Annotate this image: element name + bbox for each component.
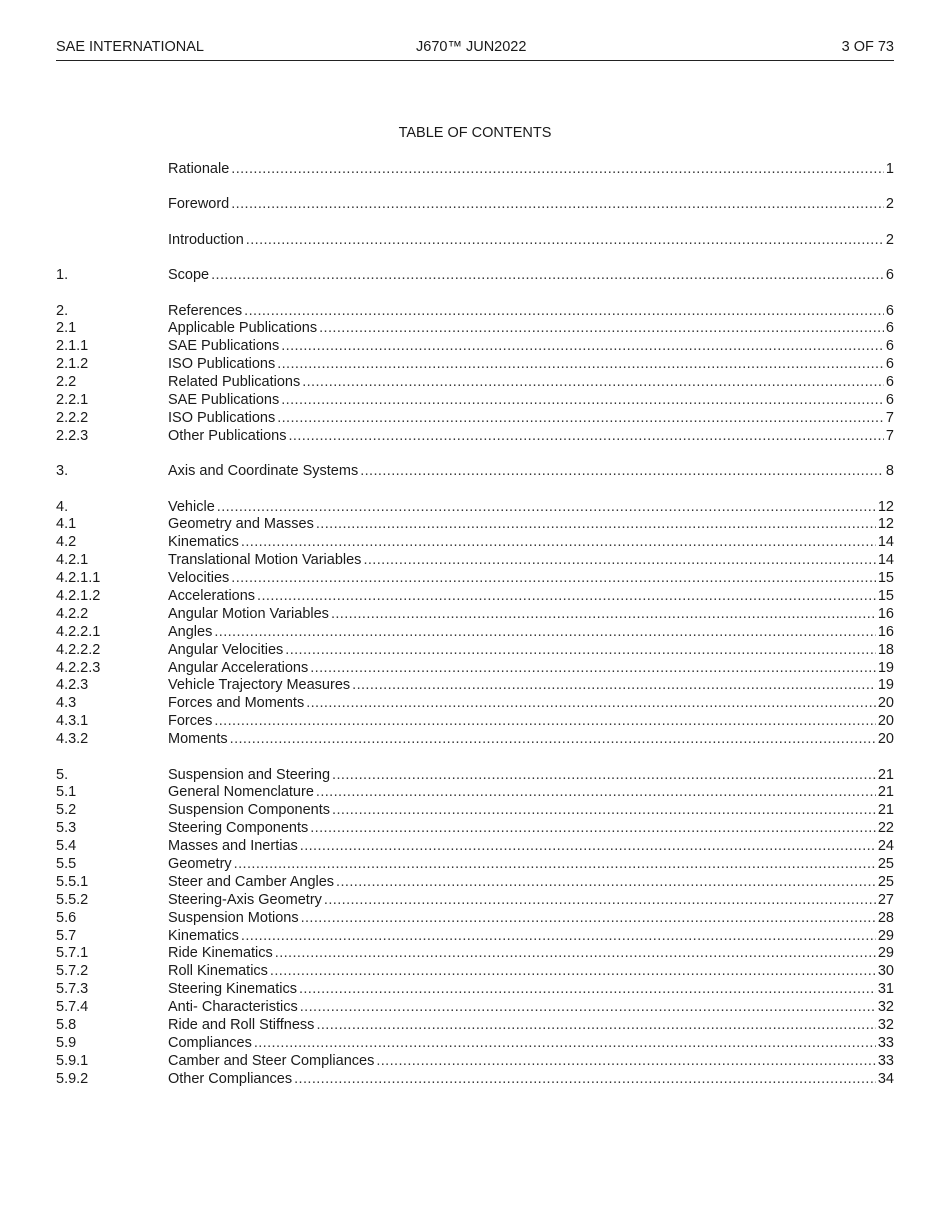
toc-entry[interactable] <box>56 232 894 250</box>
toc-entry[interactable] <box>56 695 894 713</box>
toc-entry-page: 34 <box>877 1070 894 1087</box>
dot-leader <box>299 981 876 999</box>
toc-entry-title: Vehicle <box>168 498 215 515</box>
dot-leader <box>254 1035 876 1053</box>
dot-leader <box>319 320 884 338</box>
toc-entry-number: 5.2 <box>56 802 77 819</box>
toc-entry-title: SAE Publications <box>168 338 280 355</box>
toc-entry[interactable] <box>56 463 894 481</box>
toc-entry-title: SAE Publications <box>168 392 280 409</box>
toc-entry-number: 2.1.1 <box>56 338 89 355</box>
toc-entry-title: Steering-Axis Geometry <box>168 891 322 908</box>
toc-entry[interactable] <box>56 356 894 374</box>
dot-leader <box>324 892 876 910</box>
toc-group-vehicle <box>56 499 894 749</box>
toc-entry-line <box>168 463 894 481</box>
dot-leader <box>310 820 876 838</box>
dot-leader <box>231 161 884 179</box>
toc-entry-line <box>168 731 894 749</box>
toc-entry-number: 2.2.1 <box>56 392 89 409</box>
toc-entry-number: 4.2 <box>56 534 77 551</box>
toc-entry-page: 29 <box>877 927 894 944</box>
toc-entry[interactable] <box>56 267 894 285</box>
toc-group-references <box>56 303 894 446</box>
toc-entry-page: 6 <box>885 338 894 355</box>
toc-entry[interactable] <box>56 1017 894 1035</box>
toc-entry[interactable] <box>56 767 894 785</box>
toc-entry[interactable] <box>56 892 894 910</box>
toc-entry-line <box>168 820 894 838</box>
toc-entry-page: 19 <box>877 659 894 676</box>
toc-entry-page: 25 <box>877 873 894 890</box>
toc-entry-number: 5. <box>56 766 69 783</box>
dot-leader <box>211 267 884 285</box>
toc-entry-page: 6 <box>885 356 894 373</box>
toc-entry-page: 2 <box>885 231 894 248</box>
toc-entry[interactable] <box>56 713 894 731</box>
toc-entry-line <box>168 570 894 588</box>
toc-entry-page: 27 <box>877 891 894 908</box>
dot-leader <box>360 463 884 481</box>
toc-entry[interactable] <box>56 784 894 802</box>
dot-leader <box>316 516 876 534</box>
toc-entry-title: Other Publications <box>168 427 287 444</box>
toc-entry-page: 16 <box>877 605 894 622</box>
dot-leader <box>294 1071 876 1089</box>
toc-entry[interactable] <box>56 161 894 179</box>
toc-entry[interactable] <box>56 820 894 838</box>
toc-entry-page: 16 <box>877 623 894 640</box>
dot-leader <box>241 928 876 946</box>
toc-entry-title: Scope <box>168 267 210 284</box>
dot-leader <box>331 606 876 624</box>
toc-entry-page: 14 <box>877 552 894 569</box>
dot-leader <box>275 945 876 963</box>
toc-entry[interactable] <box>56 303 894 321</box>
toc-entry-line <box>168 838 894 856</box>
toc-entry-page: 32 <box>877 999 894 1016</box>
toc-entry-page: 6 <box>885 302 894 319</box>
toc-entry-page: 33 <box>877 1034 894 1051</box>
toc-entry-page: 12 <box>877 498 894 515</box>
toc-entry-number: 5.9.2 <box>56 1070 89 1087</box>
toc-entry-number: 5.5.1 <box>56 873 89 890</box>
toc-entry-page: 8 <box>885 463 894 480</box>
header-organization: SAE INTERNATIONAL <box>56 39 204 55</box>
toc-entry-title: Foreword <box>168 196 230 213</box>
toc-entry-title: Angular Motion Variables <box>168 605 329 622</box>
toc-entry-line <box>168 374 894 392</box>
dot-leader <box>230 731 876 749</box>
toc-entry-number: 2.2.2 <box>56 409 89 426</box>
dot-leader <box>376 1053 876 1071</box>
toc-entry-number: 4.3 <box>56 695 77 712</box>
toc-entry-title: ISO Publications <box>168 356 276 373</box>
toc-entry[interactable] <box>56 338 894 356</box>
toc-entry-page: 21 <box>877 802 894 819</box>
toc-entry-number: 5.7.1 <box>56 945 89 962</box>
toc-entry-number: 4.2.1 <box>56 552 89 569</box>
toc-entry-page: 32 <box>877 1017 894 1034</box>
toc-heading: TABLE OF CONTENTS <box>398 125 552 141</box>
toc-entry-title: Steer and Camber Angles <box>168 873 335 890</box>
toc-entry-line <box>168 267 894 285</box>
toc-entry-page: 15 <box>877 588 894 605</box>
toc-entry-line <box>168 999 894 1017</box>
toc-entry[interactable] <box>56 910 894 928</box>
toc-entry-number: 2.2.3 <box>56 427 89 444</box>
toc-entry-number: 5.9.1 <box>56 1052 89 1069</box>
toc-entry-number: 5.5 <box>56 856 77 872</box>
toc-entry-page: 31 <box>877 981 894 998</box>
toc-entry-number: 4.3.1 <box>56 713 89 730</box>
toc-entry[interactable] <box>56 928 894 946</box>
toc-entry[interactable] <box>56 731 894 749</box>
toc-entry-number: 5.7.3 <box>56 981 89 998</box>
toc-entry-title: Geometry <box>168 856 232 872</box>
toc-entry-number: 5.1 <box>56 784 77 801</box>
toc-entry-number: 5.7.4 <box>56 999 89 1016</box>
toc-entry-number: 5.9 <box>56 1034 77 1051</box>
toc-entry-number: 4.2.3 <box>56 677 89 694</box>
toc-entry[interactable] <box>56 945 894 963</box>
toc-entry-number: 4.3.2 <box>56 731 89 748</box>
toc-entry[interactable] <box>56 392 894 410</box>
toc-entry[interactable] <box>56 999 894 1017</box>
dot-leader <box>231 196 884 214</box>
dot-leader <box>257 588 876 606</box>
toc-entry-title: Ride Kinematics <box>168 945 273 962</box>
header-page-number: 3 OF 73 <box>841 39 894 55</box>
toc-entry-title: Geometry and Masses <box>168 516 314 533</box>
toc-entry-number: 4.1 <box>56 516 77 533</box>
toc-entry-number <box>56 196 168 214</box>
toc-entry-title: Angular Accelerations <box>168 659 309 676</box>
toc-entry-line <box>168 981 894 999</box>
toc-entry-line <box>168 856 894 874</box>
toc-entry-page: 6 <box>885 267 894 284</box>
toc-entry-line <box>168 303 894 321</box>
toc-entry-page: 21 <box>877 784 894 801</box>
toc-entry-page: 6 <box>885 392 894 409</box>
dot-leader <box>316 1017 875 1035</box>
toc-entry-title: Other Compliances <box>168 1070 293 1087</box>
toc-entry-number: 5.8 <box>56 1017 77 1034</box>
toc-entry[interactable] <box>56 624 894 642</box>
toc-entry[interactable] <box>56 660 894 678</box>
toc-entry[interactable] <box>56 374 894 392</box>
toc-entry-page: 22 <box>877 820 894 837</box>
toc-entry[interactable] <box>56 534 894 552</box>
toc-entry[interactable] <box>56 874 894 892</box>
dot-leader <box>288 428 883 446</box>
toc-entry-title: Angles <box>168 623 213 640</box>
dot-leader <box>300 838 876 856</box>
toc-entry[interactable] <box>56 196 894 214</box>
dot-leader <box>332 767 876 785</box>
toc-group-axis-systems <box>56 463 894 481</box>
toc-entry-title: Rationale <box>168 161 230 177</box>
toc-group-scope <box>56 267 894 285</box>
toc-heading-wrap <box>0 125 950 141</box>
toc-entry-title: Velocities <box>168 570 230 587</box>
toc-entry-page: 33 <box>877 1052 894 1069</box>
toc-entry-line <box>168 534 894 552</box>
toc-entry-page: 20 <box>877 731 894 748</box>
toc-entry-number <box>56 232 168 250</box>
toc-entry-line <box>168 928 894 946</box>
toc-entry-line <box>168 588 894 606</box>
dot-leader <box>246 232 884 250</box>
toc-entry-title: Axis and Coordinate Systems <box>168 463 359 480</box>
toc-entry-page: 15 <box>877 570 894 587</box>
toc-entry-line <box>168 642 894 660</box>
toc-entry-title: Suspension Motions <box>168 909 299 926</box>
toc-entry-title: Steering Components <box>168 820 309 837</box>
toc-entry[interactable] <box>56 1071 894 1089</box>
toc-entry-page: 29 <box>877 945 894 962</box>
toc-entry-line <box>168 606 894 624</box>
toc-entry-number: 5.3 <box>56 820 77 837</box>
toc-entry[interactable] <box>56 1035 894 1053</box>
toc-entry-line <box>168 410 894 428</box>
toc-entry-page: 7 <box>885 427 894 444</box>
toc-entry-line <box>168 945 894 963</box>
dot-leader <box>316 784 876 802</box>
toc-entry-page: 20 <box>877 713 894 730</box>
dot-leader <box>310 660 876 678</box>
toc-entry[interactable] <box>56 981 894 999</box>
toc-entry-line <box>168 874 894 892</box>
toc-entry-page: 7 <box>885 409 894 426</box>
toc-entry-page: 19 <box>877 677 894 694</box>
toc-entry-page: 18 <box>877 641 894 658</box>
toc-entry-line <box>168 910 894 928</box>
toc-entry-line <box>168 892 894 910</box>
dot-leader <box>336 874 876 892</box>
toc-entry-page: 25 <box>877 856 894 872</box>
toc-entry-line <box>168 1071 894 1089</box>
toc-entry[interactable] <box>56 499 894 517</box>
toc-entry-line <box>168 1035 894 1053</box>
toc-entry-line <box>168 1053 894 1071</box>
toc-entry-line <box>168 196 894 214</box>
toc-entry-line <box>168 963 894 981</box>
toc-entry-title: Accelerations <box>168 588 256 605</box>
toc-entry-page: 1 <box>885 161 894 177</box>
toc-entry[interactable] <box>56 838 894 856</box>
dot-leader <box>352 677 876 695</box>
toc-entry-title: Suspension Components <box>168 802 331 819</box>
toc-entry-line <box>168 320 894 338</box>
toc-entry[interactable] <box>56 856 894 874</box>
toc-entry-title: Camber and Steer Compliances <box>168 1052 375 1069</box>
toc-entry[interactable] <box>56 588 894 606</box>
toc-entry-line <box>168 767 894 785</box>
toc-entry-number: 4. <box>56 498 69 515</box>
toc-entry[interactable] <box>56 428 894 446</box>
toc-entry-title: Suspension and Steering <box>168 766 331 783</box>
toc-entry-title: References <box>168 302 243 319</box>
toc-entry[interactable] <box>56 570 894 588</box>
toc-entry-page: 6 <box>885 320 894 337</box>
toc-entry-page: 14 <box>877 534 894 551</box>
toc-entry-title: Steering Kinematics <box>168 981 297 998</box>
toc-entry-line <box>168 784 894 802</box>
toc-entry-page: 2 <box>885 196 894 213</box>
toc-entry-line <box>168 660 894 678</box>
toc-entry-line <box>168 713 894 731</box>
toc-entry-line <box>168 232 894 250</box>
toc-entry[interactable] <box>56 410 894 428</box>
toc-entry-line <box>168 695 894 713</box>
dot-leader <box>277 410 884 428</box>
dot-leader <box>363 552 875 570</box>
toc-entry-title: Angular Velocities <box>168 641 284 658</box>
toc-entry-number: 5.7 <box>56 927 77 944</box>
toc-entry-number: 1. <box>56 267 69 284</box>
toc-entry-number: 4.2.2.3 <box>56 659 101 676</box>
toc-entry-number: 5.4 <box>56 838 77 855</box>
toc-entry-line <box>168 428 894 446</box>
toc-entry-title: Compliances <box>168 1034 252 1051</box>
dot-leader <box>214 713 876 731</box>
toc-group-suspension-steering <box>56 767 894 1089</box>
header-document-id: J670™ JUN2022 <box>416 39 527 55</box>
toc-entry-line <box>168 338 894 356</box>
toc-entry-page: 12 <box>877 516 894 533</box>
toc-entry-title: Applicable Publications <box>168 320 318 337</box>
toc-entry-line <box>168 161 894 179</box>
toc-entry-title: Vehicle Trajectory Measures <box>168 677 351 694</box>
toc-entry-line <box>168 552 894 570</box>
toc-entry[interactable] <box>56 516 894 534</box>
toc-entry[interactable] <box>56 963 894 981</box>
toc-entry-title: Anti- Characteristics <box>168 999 298 1016</box>
dot-leader <box>270 963 876 981</box>
dot-leader <box>301 910 876 928</box>
toc-entry-title: Introduction <box>168 231 244 248</box>
toc-entry-page: 24 <box>877 838 894 855</box>
toc-entry-number: 4.2.2.1 <box>56 623 101 640</box>
toc-entry-number: 4.2.2.2 <box>56 641 101 658</box>
dot-leader <box>214 624 876 642</box>
toc-entry-line <box>168 516 894 534</box>
toc-entry-line <box>168 1017 894 1035</box>
dot-leader <box>241 534 876 552</box>
dot-leader <box>302 374 884 392</box>
toc-entry-title: Translational Motion Variables <box>168 552 362 569</box>
toc-entry-title: Related Publications <box>168 374 301 391</box>
dot-leader <box>285 642 876 660</box>
toc-entry-line <box>168 356 894 374</box>
toc-entry[interactable] <box>56 642 894 660</box>
toc-entry[interactable] <box>56 802 894 820</box>
dot-leader <box>231 570 876 588</box>
page-header <box>56 38 894 61</box>
toc-entry[interactable] <box>56 1053 894 1071</box>
toc-entry-number: 2.1 <box>56 320 77 337</box>
toc-entry-title: Forces and Moments <box>168 695 305 712</box>
toc-entry-page: 30 <box>877 963 894 980</box>
toc-entry[interactable] <box>56 606 894 624</box>
toc-entry-line <box>168 392 894 410</box>
toc-entry-number: 3. <box>56 463 69 480</box>
toc-entry-number: 4.2.1.1 <box>56 570 101 587</box>
toc-entry-title: Kinematics <box>168 534 239 551</box>
dot-leader <box>244 303 884 321</box>
toc-entry-line <box>168 624 894 642</box>
toc-entry-number: 5.6 <box>56 909 77 926</box>
dot-leader <box>281 338 884 356</box>
toc-entry-line <box>168 802 894 820</box>
toc-entry-line <box>168 499 894 517</box>
toc-entry[interactable] <box>56 552 894 570</box>
toc-entry-number: 4.2.2 <box>56 605 89 622</box>
toc-entry-page: 6 <box>885 374 894 391</box>
toc-entry-page: 21 <box>877 766 894 783</box>
dot-leader <box>281 392 884 410</box>
toc-entry-line <box>168 677 894 695</box>
toc-entry-number: 2.2 <box>56 374 77 391</box>
toc-entry-title: ISO Publications <box>168 409 276 426</box>
toc-entry-title: Masses and Inertias <box>168 838 298 855</box>
toc-entry-number: 5.7.2 <box>56 963 89 980</box>
table-of-contents <box>56 161 894 1106</box>
toc-entry-number <box>56 161 168 179</box>
toc-entry-title: Ride and Roll Stiffness <box>168 1017 315 1034</box>
dot-leader <box>234 856 876 874</box>
dot-leader <box>332 802 876 820</box>
toc-entry-page: 28 <box>877 909 894 926</box>
toc-entry-number: 4.2.1.2 <box>56 588 101 605</box>
toc-entry-title: General Nomenclature <box>168 784 314 801</box>
dot-leader <box>277 356 884 374</box>
toc-entry[interactable] <box>56 677 894 695</box>
toc-entry-title: Roll Kinematics <box>168 963 268 980</box>
toc-entry-number: 2.1.2 <box>56 356 89 373</box>
dot-leader <box>306 695 876 713</box>
toc-entry-page: 20 <box>877 695 894 712</box>
toc-entry-number: 5.5.2 <box>56 891 89 908</box>
toc-entry-title: Forces <box>168 713 213 730</box>
toc-entry[interactable] <box>56 320 894 338</box>
toc-entry-title: Kinematics <box>168 927 239 944</box>
toc-entry-number: 2. <box>56 302 69 319</box>
dot-leader <box>300 999 876 1017</box>
toc-entry-title: Moments <box>168 731 228 748</box>
dot-leader <box>217 499 876 517</box>
toc-group-front <box>56 161 894 250</box>
